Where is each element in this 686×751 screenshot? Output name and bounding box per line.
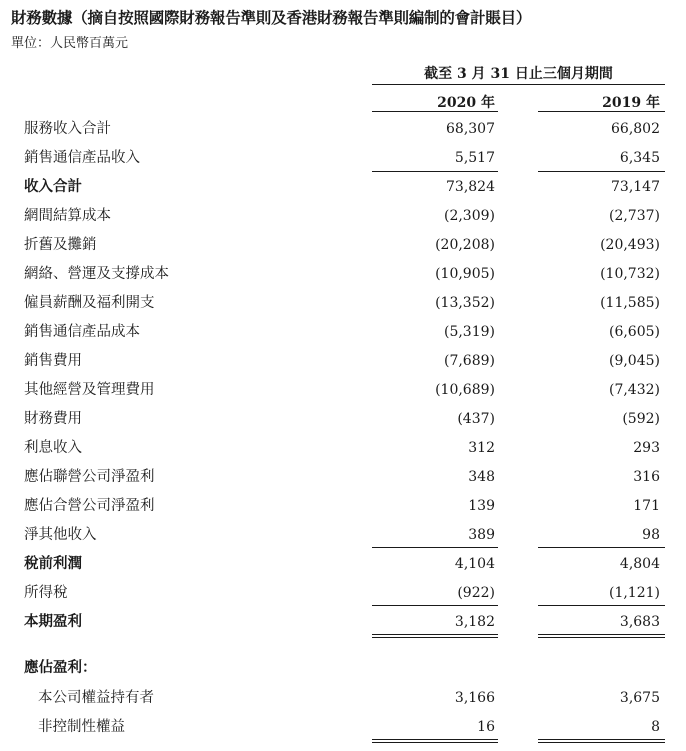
row-network-operation-cost xyxy=(0,260,686,288)
final-double-line-2019-a xyxy=(538,739,665,740)
value-2019: 66,802 xyxy=(611,121,660,137)
row-label: 財務費用 xyxy=(24,411,82,427)
value-2020: 16 xyxy=(477,719,495,735)
value-2019: 293 xyxy=(633,440,660,456)
value-2019: 3,683 xyxy=(619,614,660,630)
value-2019: 6,345 xyxy=(619,150,660,166)
row-total-revenue xyxy=(0,173,686,201)
row-service-revenue xyxy=(0,115,686,143)
row-label: 網絡、營運及支撐成本 xyxy=(24,266,169,282)
row-label: 銷售通信產品收入 xyxy=(24,150,140,166)
subtotal-line-2019 xyxy=(538,547,665,548)
value-2020: 348 xyxy=(468,469,495,485)
value-2019: 98 xyxy=(642,527,660,543)
row-label: 利息收入 xyxy=(24,440,82,456)
total-double-line-2019-b xyxy=(538,637,665,638)
row-share-of-joint-ventures xyxy=(0,492,686,520)
value-2020: 3,182 xyxy=(454,614,495,630)
value-2020: 389 xyxy=(468,527,495,543)
year-2020-underline xyxy=(372,111,498,112)
row-interconnection-cost xyxy=(0,202,686,230)
total-double-line-2019-a xyxy=(538,634,665,635)
value-2020: (7,689) xyxy=(443,353,495,369)
row-label: 銷售費用 xyxy=(24,353,82,369)
row-employee-benefits xyxy=(0,289,686,317)
row-label: 其他經營及管理費用 xyxy=(24,382,155,398)
row-label: 服務收入合計 xyxy=(24,121,111,137)
row-share-of-associates xyxy=(0,463,686,491)
value-2019: 171 xyxy=(633,498,660,514)
value-2019: (9,045) xyxy=(608,353,660,369)
value-2020: 3,166 xyxy=(454,690,495,706)
value-2019: (6,605) xyxy=(608,324,660,340)
value-2020: 73,824 xyxy=(446,179,495,195)
statement-title: 財務數據（摘自按照國際財務報告準則及香港財務報告準則編制的會計賬目） xyxy=(11,8,532,27)
row-label: 收入合計 xyxy=(24,178,82,195)
row-label: 應佔合營公司淨盈利 xyxy=(24,498,155,514)
final-double-line-2020-a xyxy=(372,739,498,740)
final-double-line-2020-b xyxy=(372,742,498,743)
total-double-line-2020-a xyxy=(372,634,498,635)
value-2019: (1,121) xyxy=(608,585,660,601)
value-2020: (437) xyxy=(457,411,495,427)
period-header: 截至 3 月 31 日止三個月期間 xyxy=(424,66,613,82)
value-2019: (592) xyxy=(622,411,660,427)
row-non-controlling-interests xyxy=(0,713,686,741)
subtotal-line-2019 xyxy=(538,171,665,172)
year-2019-underline xyxy=(538,111,665,112)
value-2020: 4,104 xyxy=(454,556,495,572)
value-2020: 5,517 xyxy=(454,150,495,166)
row-label: 稅前利潤 xyxy=(24,555,82,572)
attributable-heading-row xyxy=(0,654,686,682)
value-2019: 4,804 xyxy=(619,556,660,572)
value-2019: (20,493) xyxy=(600,237,660,253)
row-label: 淨其他收入 xyxy=(24,527,97,543)
row-label: 僱員薪酬及福利開支 xyxy=(24,295,155,311)
row-label: 非控制性權益 xyxy=(38,719,125,735)
row-profit-for-period xyxy=(0,608,686,636)
value-2020: 312 xyxy=(468,440,495,456)
value-2020: (10,905) xyxy=(435,266,495,282)
row-label: 本期盈利 xyxy=(24,613,82,630)
row-profit-before-tax xyxy=(0,550,686,578)
row-other-operating-expenses xyxy=(0,376,686,404)
row-label: 應佔聯營公司淨盈利 xyxy=(24,469,155,485)
value-2019: 8 xyxy=(651,719,660,735)
row-income-tax xyxy=(0,579,686,607)
value-2019: (11,585) xyxy=(600,295,660,311)
row-label: 銷售通信產品成本 xyxy=(24,324,140,340)
total-double-line-2020-b xyxy=(372,637,498,638)
value-2020: (13,352) xyxy=(435,295,495,311)
value-2020: (10,689) xyxy=(435,382,495,398)
unit-note: 單位：人民幣百萬元 xyxy=(11,36,129,51)
row-depreciation xyxy=(0,231,686,259)
value-2019: (7,432) xyxy=(608,382,660,398)
row-equity-holders xyxy=(0,684,686,712)
row-label: 所得稅 xyxy=(24,585,68,601)
year-2020-header: 2020 年 xyxy=(437,95,495,111)
value-2019: (10,732) xyxy=(600,266,660,282)
value-2020: (20,208) xyxy=(435,237,495,253)
row-telecom-product-sales xyxy=(0,144,686,172)
year-2019-header: 2019 年 xyxy=(602,95,660,111)
row-product-cost xyxy=(0,318,686,346)
value-2020: 68,307 xyxy=(446,121,495,137)
row-interest-income xyxy=(0,434,686,462)
row-label: 網間結算成本 xyxy=(24,208,111,224)
final-double-line-2019-b xyxy=(538,742,665,743)
row-label: 折舊及攤銷 xyxy=(24,237,97,253)
row-net-other-income xyxy=(0,521,686,549)
attributable-heading: 應佔盈利： xyxy=(24,659,97,676)
value-2020: 139 xyxy=(468,498,495,514)
subtotal-line-2019 xyxy=(538,605,665,606)
value-2019: 316 xyxy=(633,469,660,485)
value-2020: (922) xyxy=(457,585,495,601)
row-selling-expenses xyxy=(0,347,686,375)
value-2019: 3,675 xyxy=(619,690,660,706)
value-2020: (2,309) xyxy=(443,208,495,224)
subtotal-line-2020 xyxy=(372,605,498,606)
row-label: 本公司權益持有者 xyxy=(38,690,154,706)
value-2019: (2,737) xyxy=(608,208,660,224)
subtotal-line-2020 xyxy=(372,547,498,548)
subtotal-line-2020 xyxy=(372,171,498,172)
value-2019: 73,147 xyxy=(611,179,660,195)
row-finance-costs xyxy=(0,405,686,433)
period-underline xyxy=(372,84,665,85)
value-2020: (5,319) xyxy=(443,324,495,340)
